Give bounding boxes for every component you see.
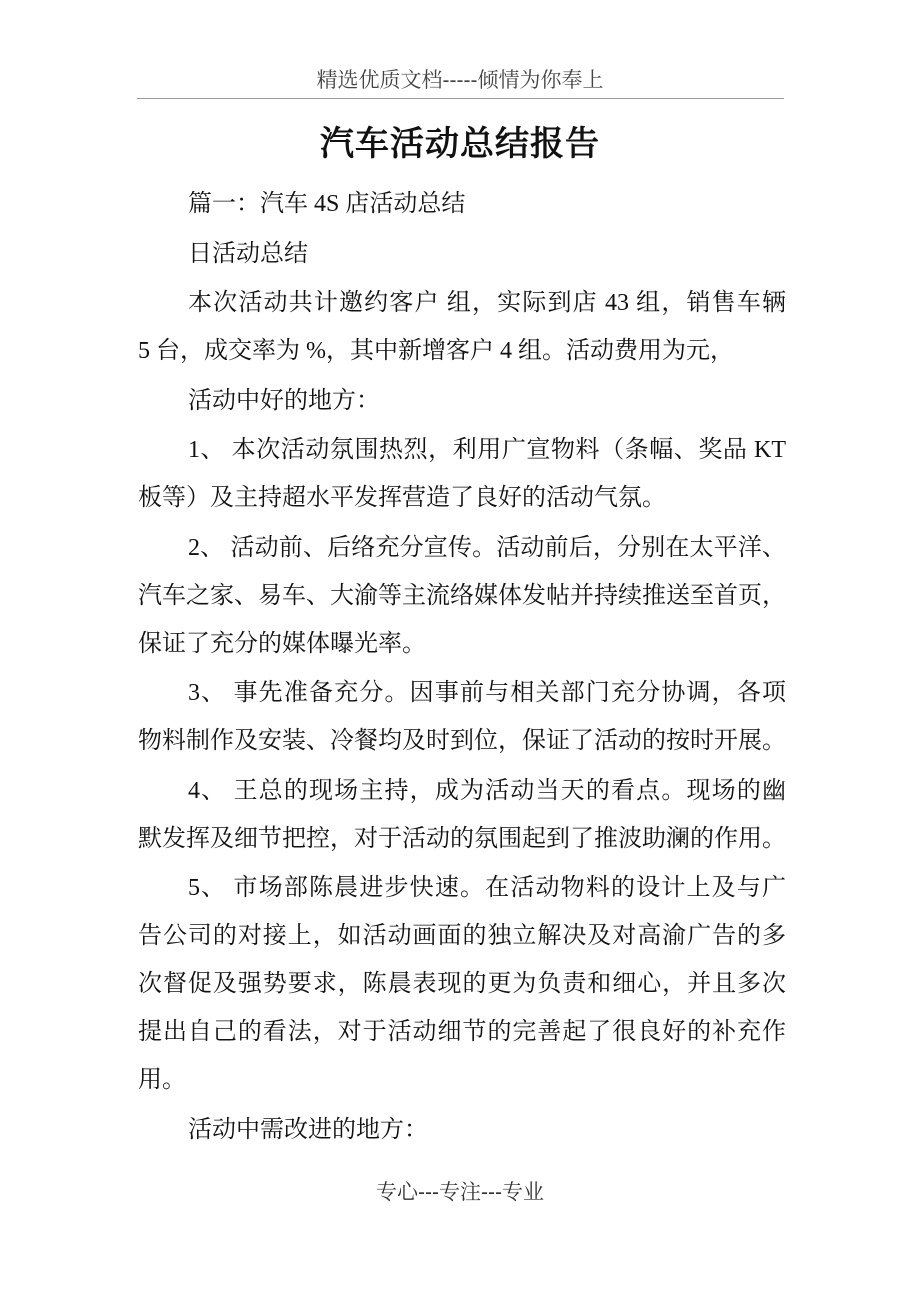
text-line: 板等）及主持超水平发挥营造了良好的活动气氛。 bbox=[138, 485, 666, 511]
text-line: 告公司的对接上，如活动画面的独立解决及对高渝广告的多 bbox=[138, 923, 786, 949]
text-line: 2、 活动前、后络充分宣传。活动前后，分别在太平洋、 bbox=[188, 534, 786, 561]
text-line: 用。 bbox=[138, 1067, 186, 1093]
header-divider bbox=[137, 98, 784, 99]
paragraph bbox=[138, 524, 786, 668]
paragraph bbox=[138, 230, 786, 278]
text-line: 提出自己的看法，对于活动细节的完善起了很良好的补充作 bbox=[138, 1019, 786, 1045]
paragraph bbox=[138, 669, 786, 765]
text-line: 5 台，成交率为 %，其中新增客户 4 组。活动费用为元， bbox=[138, 338, 734, 364]
text-line: 本次活动共计邀约客户 组，实际到店 43 组，销售车辆 bbox=[188, 290, 786, 316]
paragraph bbox=[138, 180, 786, 228]
text-line: 物料制作及安装、冷餐均及时到位，保证了活动的按时开展。 bbox=[138, 728, 786, 754]
paragraph bbox=[138, 864, 786, 1104]
text-line: 3、 事先准备充分。因事前与相关部门充分协调，各项 bbox=[188, 680, 786, 706]
text-line: 活动中需改进的地方： bbox=[188, 1116, 428, 1143]
paragraph bbox=[138, 426, 786, 522]
text-line: 日活动总结 bbox=[188, 240, 308, 267]
text-line: 5、 市场部陈晨进步快速。在活动物料的设计上及与广 bbox=[188, 875, 786, 901]
paragraph bbox=[138, 279, 786, 375]
text-line: 4、 王总的现场主持，成为活动当天的看点。现场的幽 bbox=[188, 777, 786, 804]
text-line: 篇一：汽车 4S 店活动总结 bbox=[188, 191, 466, 217]
text-line: 保证了充分的媒体曝光率。 bbox=[138, 630, 426, 657]
paragraph bbox=[138, 377, 786, 425]
text-line: 汽车之家、易车、大渝等主流络媒体发帖并持续推送至首页， bbox=[138, 582, 786, 609]
page-footer: 专心---专注---专业 bbox=[376, 1181, 544, 1204]
document-body bbox=[138, 180, 786, 1155]
text-line: 活动中好的地方： bbox=[188, 387, 380, 414]
paragraph bbox=[138, 767, 786, 863]
text-line: 默发挥及细节把控，对于活动的氛围起到了推波助澜的作用。 bbox=[138, 825, 786, 852]
text-line: 次督促及强势要求，陈晨表现的更为负责和细心，并且多次 bbox=[138, 971, 786, 997]
document-title: 汽车活动总结报告 bbox=[320, 125, 600, 163]
text-line: 1、 本次活动氛围热烈，利用广宣物料（条幅、奖品 KT bbox=[188, 437, 786, 463]
paragraph bbox=[138, 1106, 786, 1154]
page-header: 精选优质文档-----倾情为你奉上 bbox=[316, 69, 604, 92]
